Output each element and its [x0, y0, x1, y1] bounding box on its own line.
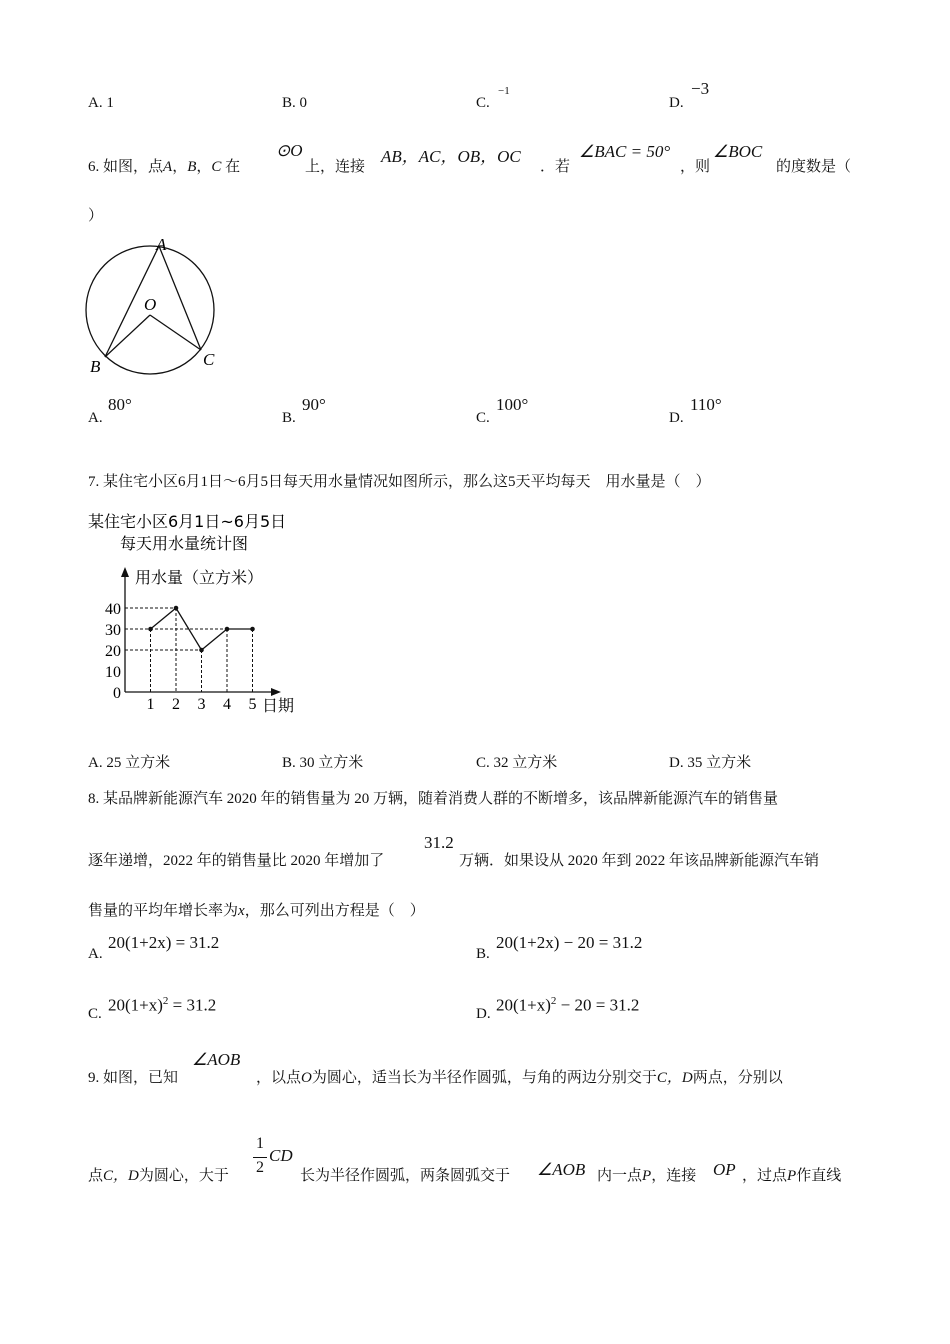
- q9-points-cd: C，D: [656, 1070, 693, 1086]
- q8-option-d-exponent: 2: [550, 995, 557, 1007]
- q8-option-d-label: D.: [476, 1006, 491, 1022]
- q9-line1-rest: [256, 1066, 783, 1087]
- q8-variable-x: x: [238, 903, 245, 919]
- q6-option-b-value: 90°: [302, 395, 326, 414]
- q6-option-a-value: 80°: [108, 395, 132, 414]
- q8-option-b-label: B.: [476, 946, 490, 962]
- x-tick-label: 1: [146, 696, 155, 713]
- x-axis-arrow: [271, 688, 281, 696]
- q5-option-b: B. 0: [282, 95, 308, 111]
- q9-line2d: 内一点: [597, 1168, 643, 1184]
- q8-option-d-expr: [496, 995, 639, 1016]
- y-tick-label: 30: [105, 622, 121, 639]
- q6-sep1: ，: [172, 159, 188, 175]
- q8-option-a-expr: 20(1+2x) = 31.2: [108, 933, 220, 952]
- q6-option-c-label: C.: [476, 410, 490, 426]
- q9-point-o: O: [301, 1070, 312, 1086]
- data-point: [250, 627, 255, 632]
- y-tick-label: 20: [105, 643, 121, 660]
- q9-fraction-cd: CD: [269, 1146, 293, 1165]
- q8-option-c-exponent: 2: [162, 995, 169, 1007]
- q6-text2: 上，连接: [305, 159, 366, 175]
- q6-text5: 的度数是（: [776, 159, 852, 175]
- q9-line1d: 两点，分别以: [692, 1070, 783, 1086]
- q8-option-b-expr: 20(1+2x) − 20 = 31.2: [496, 933, 643, 952]
- q5-option-d-label: D.: [669, 95, 684, 111]
- q9-line2a: 点: [88, 1168, 104, 1184]
- segment-ac: [159, 246, 201, 350]
- data-point: [148, 627, 153, 632]
- q8-option-c-rhs: = 31.2: [172, 995, 217, 1015]
- q9-fraction-numerator: 1: [256, 1135, 264, 1152]
- q8-option-d-base: 20(1+x): [496, 995, 551, 1015]
- q8-line3: [88, 899, 425, 920]
- q9-fraction-denominator: 2: [256, 1159, 264, 1176]
- q5-option-c-label: C.: [476, 95, 490, 111]
- q8-number: 31.2: [424, 833, 454, 852]
- q5-option-a: A. 1: [88, 95, 114, 111]
- x-tick-label: 3: [197, 696, 206, 713]
- q8-line2a: 逐年递增，2022 年的销售量比 2020 年增加了: [88, 853, 385, 869]
- q6-segments: AB，AC，OB，OC: [381, 147, 521, 166]
- y-tick-label: 40: [105, 601, 121, 618]
- q9-line2f: ，过点: [742, 1168, 788, 1184]
- q9-line2b: 为圆心，大于: [138, 1168, 229, 1184]
- q8-option-d-rhs: − 20 = 31.2: [560, 995, 640, 1015]
- segment-ob: [105, 315, 150, 357]
- q9-points-cd-2: C，D: [103, 1168, 139, 1184]
- q6-point-c: C: [211, 159, 222, 175]
- chart-guides: [125, 608, 253, 692]
- chart-ticks: [105, 601, 257, 713]
- q6-option-d-value: 110°: [690, 395, 722, 414]
- q9-line2-mid: [597, 1164, 696, 1185]
- y-axis-label: 用水量（立方米）: [135, 568, 264, 587]
- q9-angle: ∠AOB: [192, 1050, 241, 1069]
- q5-option-d: [669, 79, 710, 112]
- q9-fraction-bar: [253, 1157, 267, 1158]
- q7-option-a: A. 25 立方米: [88, 755, 171, 771]
- x-tick-label: 4: [223, 696, 231, 713]
- x-tick-label: 2: [172, 696, 180, 713]
- q6-option-c-value: 100°: [496, 395, 529, 414]
- q8-line3b: ，那么可列出方程是（ ）: [244, 903, 425, 919]
- q9-line1b: ，以点: [256, 1070, 302, 1086]
- q9-line2c: 长为半径作圆弧，两条圆弧交于: [300, 1168, 511, 1184]
- q9-line2g: 作直线: [796, 1168, 842, 1184]
- q8-option-c-base: 20(1+x): [108, 995, 163, 1015]
- q7-water-usage-chart: [80, 505, 340, 720]
- q6-circle-symbol: ⊙O: [276, 141, 303, 160]
- chart-subtitle: 每天用水量统计图: [120, 534, 249, 553]
- q6-point-a: A: [163, 159, 173, 175]
- label-c: C: [203, 350, 215, 369]
- q5-option-d-value: −3: [691, 79, 710, 98]
- q6-stem: [88, 155, 240, 176]
- data-point: [174, 606, 179, 611]
- q6-option-b-label: B.: [282, 410, 296, 426]
- y-tick-label: 0: [113, 685, 121, 702]
- q9-line2-end: [742, 1164, 841, 1185]
- q9-angle-2: ∠AOB: [537, 1160, 586, 1179]
- q9-op: OP: [713, 1160, 736, 1179]
- data-point: [225, 627, 230, 632]
- q5-option-c: [476, 85, 510, 112]
- q8-line1: 8. 某品牌新能源汽车 2020 年的销售量为 20 万辆，随着消费人群的不断增多，该品牌新能源汽车的销售量: [88, 791, 779, 807]
- q6-option-d-label: D.: [669, 410, 684, 426]
- x-axis-label: 日期: [262, 696, 295, 715]
- label-o: O: [144, 295, 157, 314]
- q8-line2b: 万辆．如果设从 2020 年到 2022 年该品牌新能源汽车销: [459, 853, 820, 869]
- q6-sep2: ，: [196, 159, 212, 175]
- q6-text1: 6. 如图，点: [88, 159, 164, 175]
- q6-point-b: B: [187, 159, 197, 175]
- q8-option-a-label: A.: [88, 946, 103, 962]
- q6-text4: ，则: [680, 159, 711, 175]
- q6-option-a-label: A.: [88, 410, 103, 426]
- q7-option-c: C. 32 立方米: [476, 755, 558, 771]
- label-a: A: [156, 235, 167, 254]
- q6-angle-given: ∠BAC = 50°: [579, 142, 671, 161]
- q5-option-c-value: −1: [498, 85, 510, 97]
- y-tick-label: 10: [105, 664, 121, 681]
- label-b: B: [90, 357, 101, 376]
- q9-point-p-2: P: [787, 1168, 797, 1184]
- data-point: [199, 648, 204, 653]
- q9-point-p: P: [642, 1168, 652, 1184]
- q9-line2-start: [88, 1164, 229, 1185]
- q9-line2e: ，连接: [651, 1168, 697, 1184]
- q9-line1c: 为圆心，适当长为半径作圆弧，与角的两边分别交于: [311, 1070, 657, 1086]
- q8-option-c-label: C.: [88, 1006, 102, 1022]
- x-tick-label: 5: [248, 696, 257, 713]
- q9-line1a: 9. 如图，已知: [88, 1070, 179, 1086]
- q6-close-paren: ）: [88, 208, 104, 224]
- chart-title: 某住宅小区6月1日~6月5日: [88, 512, 287, 531]
- q6-text3: ．若: [540, 159, 571, 175]
- q6-zai: 在: [225, 159, 241, 175]
- y-axis-arrow: [121, 567, 129, 577]
- q6-angle-ask: ∠BOC: [713, 142, 763, 161]
- q6-circle-figure: [80, 230, 230, 380]
- q8-line3a: 售量的平均年增长率为: [88, 903, 239, 919]
- q7-option-b: B. 30 立方米: [282, 755, 364, 771]
- q8-option-c-expr: [108, 995, 216, 1016]
- q7-option-d: D. 35 立方米: [669, 755, 752, 771]
- q7-stem: 7. 某住宅小区6月1日～6月5日每天用水量情况如图所示，那么这5天平均每天 用水量是（ ）: [88, 474, 711, 490]
